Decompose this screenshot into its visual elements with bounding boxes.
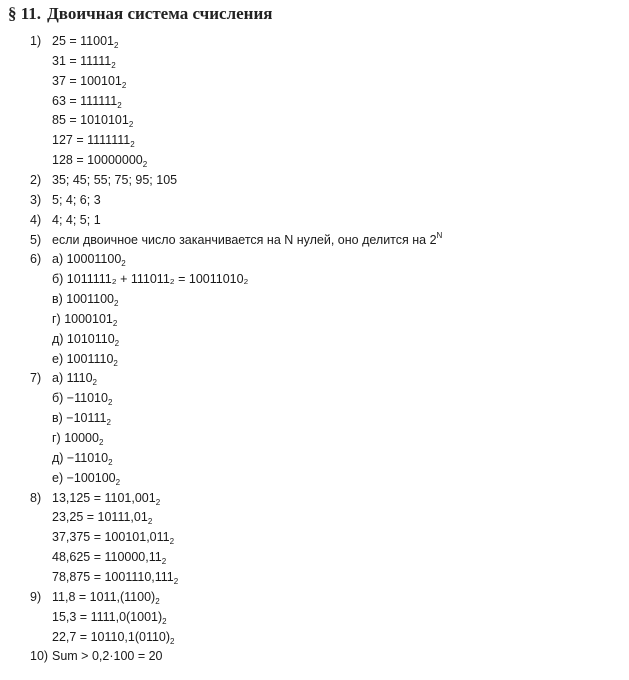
answer-text: 48,625 = 110000,11 <box>52 550 162 565</box>
answer-content <box>52 587 160 607</box>
base-subscript: 2 <box>114 299 119 309</box>
answer-content <box>52 249 126 269</box>
answer-text: г) 1000101 <box>52 311 113 326</box>
answer-text: 37,375 = 100101,011 <box>52 530 170 545</box>
answer-text: Sum > 0,2·100 = 20 <box>52 649 163 664</box>
answer-content <box>52 130 135 150</box>
answer-content <box>52 607 167 627</box>
answer-content <box>52 230 442 250</box>
answer-text: б) −11010 <box>52 391 108 406</box>
exponent-superscript: N <box>436 230 443 240</box>
section-mark: § 11. <box>8 4 42 23</box>
answer-text: 15,3 = 1111,0(1001) <box>52 609 163 624</box>
answer-content <box>52 170 177 190</box>
base-subscript: 2 <box>98 438 104 447</box>
base-subscript: 2 <box>130 140 135 150</box>
base-subscript: 2 <box>162 616 167 626</box>
base-subscript: 2 <box>161 557 167 567</box>
answer-content <box>52 627 175 647</box>
base-subscript: 2 <box>128 120 134 130</box>
answer-text: если двоичное число заканчивается на N нулей, оно делится на 2 <box>52 232 437 247</box>
answer-content <box>52 507 152 527</box>
base-subscript: 2 <box>113 41 119 50</box>
answer-content <box>52 269 248 289</box>
answer-content <box>52 646 163 666</box>
section-title: Двоичная система счисления <box>47 4 273 23</box>
answer-content <box>52 388 112 408</box>
answer-text: 4; 4; 5; 1 <box>52 212 101 227</box>
answer-number: 8) <box>30 490 42 505</box>
answer-content <box>52 71 126 91</box>
answer-content <box>52 150 147 170</box>
answer-content <box>52 309 117 329</box>
answer-content <box>52 31 118 51</box>
answer-text: 22,7 = 10110,1(0110) <box>52 629 171 644</box>
answer-content <box>52 210 101 230</box>
base-subscript: 2 <box>113 358 118 368</box>
base-subscript: 2 <box>117 100 122 110</box>
answer-text: а) 10001100 <box>52 252 122 267</box>
base-subscript: 2 <box>121 80 127 90</box>
answer-text: е) 1001110 <box>52 351 114 366</box>
base-subscript: 2 <box>170 636 175 646</box>
base-subscript: 2 <box>142 160 148 170</box>
answer-text: 35; 45; 55; 75; 95; 105 <box>52 172 178 187</box>
base-subscript: 2 <box>112 318 118 328</box>
answer-text: 11,8 = 1011,(1100) <box>52 589 156 604</box>
base-subscript: 2 <box>92 378 97 388</box>
answer-content <box>52 329 119 349</box>
answer-content <box>52 428 103 448</box>
answer-content <box>52 349 118 369</box>
base-subscript: 2 <box>108 457 113 467</box>
answer-text: д) −11010 <box>52 450 109 465</box>
base-subscript: 2 <box>106 418 111 428</box>
answer-content <box>52 51 116 71</box>
answer-number: 2) <box>30 172 42 187</box>
answer-number: 3) <box>30 192 42 207</box>
answer-text: 128 = 10000000 <box>52 153 143 168</box>
base-subscript: 2 <box>155 497 161 507</box>
answer-content <box>52 190 101 210</box>
answer-text: 37 = 100101 <box>52 73 122 88</box>
base-subscript: 2 <box>114 338 120 348</box>
answer-text: 127 = 1111111 <box>52 133 131 148</box>
base-subscript: 2 <box>107 398 113 408</box>
base-subscript: 2 <box>115 477 121 487</box>
answer-text: д) 1010110 <box>52 331 115 346</box>
answer-text: а) 1110 <box>52 371 93 386</box>
answer-number: 4) <box>30 212 42 227</box>
answer-number: 6) <box>30 252 42 267</box>
page-title <box>8 4 272 24</box>
base-subscript: 2 <box>155 596 160 606</box>
answer-content <box>52 468 120 488</box>
base-subscript: 2 <box>121 259 126 269</box>
answer-text: 85 = 1010101 <box>52 113 129 128</box>
answer-content <box>52 567 178 587</box>
answer-content <box>52 547 166 567</box>
answer-text: 78,875 = 1001110,111 <box>52 569 174 584</box>
answer-content <box>52 368 97 388</box>
answer-text: 63 = 111111 <box>52 93 118 108</box>
answer-text: е) −100100 <box>52 470 116 485</box>
answer-text: 13,125 = 1101,001 <box>52 490 156 505</box>
answer-text: в) 1001100 <box>52 292 115 307</box>
answer-content <box>52 91 122 111</box>
base-subscript: 2 <box>173 576 179 586</box>
answer-text: б) 1011111₂ + 111011₂ = 10011010₂ <box>52 272 249 287</box>
answer-text: 31 = 11111 <box>52 53 112 68</box>
answer-number: 9) <box>30 589 42 604</box>
answer-text: в) −10111 <box>52 411 107 426</box>
answer-content <box>52 289 118 309</box>
answer-text: г) 10000 <box>52 431 99 445</box>
base-subscript: 2 <box>147 517 153 527</box>
answer-content <box>52 408 111 428</box>
answer-text: 5; 4; 6; 3 <box>52 192 101 207</box>
answer-text: 25 = 11001 <box>52 34 114 48</box>
answer-number: 10) <box>30 649 49 664</box>
answer-number: 7) <box>30 371 42 386</box>
answer-content <box>52 448 113 468</box>
answer-content <box>52 488 160 508</box>
answer-content <box>52 110 133 130</box>
answer-number: 5) <box>30 232 42 247</box>
base-subscript: 2 <box>111 60 116 70</box>
answer-number: 1) <box>30 34 42 48</box>
answer-text: 23,25 = 10111,01 <box>52 510 148 525</box>
base-subscript: 2 <box>169 537 175 547</box>
answer-content <box>52 527 174 547</box>
